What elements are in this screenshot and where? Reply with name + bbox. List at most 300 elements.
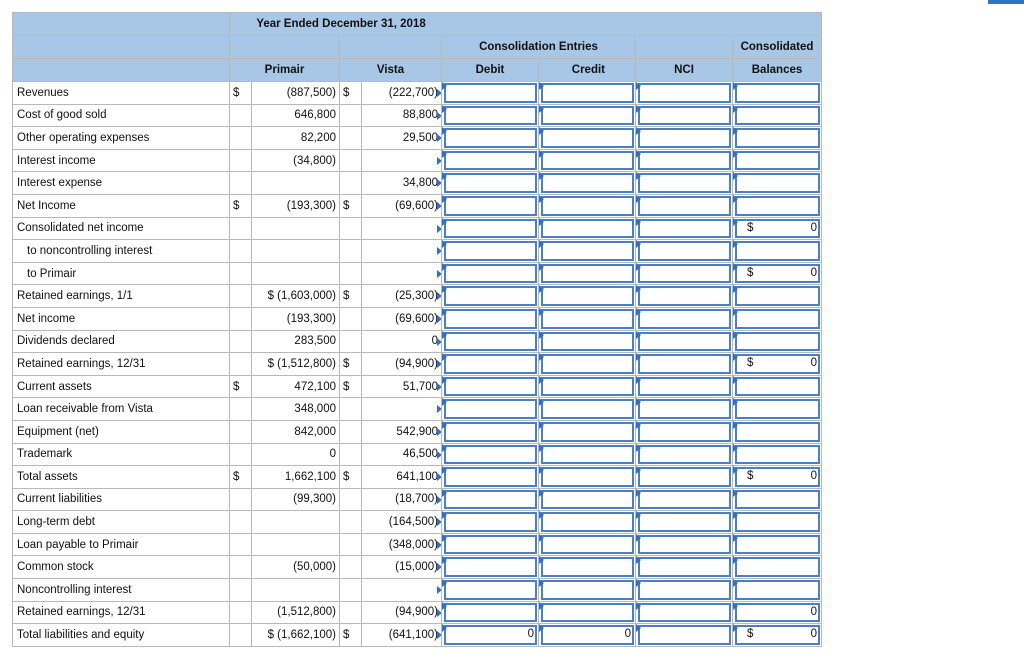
nci-input[interactable] [636, 488, 733, 511]
period-title: Year Ended December 31, 2018 [230, 13, 822, 36]
balance-input-box[interactable] [735, 377, 820, 397]
debit-input[interactable] [442, 149, 539, 172]
primair-value: (193,300) [252, 307, 340, 330]
balance-input[interactable] [733, 240, 822, 263]
balance-input[interactable] [733, 624, 822, 647]
primair-value: (99,300) [252, 488, 340, 511]
debit-input-box[interactable] [444, 445, 537, 465]
debit-input-box[interactable] [444, 286, 537, 306]
credit-input-box[interactable] [541, 603, 634, 623]
credit-input[interactable] [539, 420, 636, 443]
credit-input-box[interactable] [541, 286, 634, 306]
credit-input-box[interactable] [541, 196, 634, 216]
nci-input-box[interactable] [638, 603, 731, 623]
balance-input[interactable] [733, 149, 822, 172]
credit-input[interactable] [539, 240, 636, 263]
cell-marker-icon [733, 285, 738, 293]
balance-input-box[interactable] [735, 173, 820, 193]
nci-input[interactable] [636, 82, 733, 105]
debit-input[interactable] [442, 353, 539, 376]
col-debit: Debit [442, 59, 539, 82]
debit-input-box[interactable] [444, 512, 537, 532]
debit-input-box[interactable] [444, 173, 537, 193]
nci-input[interactable] [636, 353, 733, 376]
debit-input[interactable] [442, 240, 539, 263]
debit-input[interactable] [442, 104, 539, 127]
credit-input[interactable] [539, 104, 636, 127]
nci-input[interactable] [636, 375, 733, 398]
row-label: to noncontrolling interest [13, 240, 230, 263]
balance-input-box[interactable] [735, 196, 820, 216]
credit-input[interactable] [539, 556, 636, 579]
nci-input-box[interactable] [638, 219, 731, 239]
balance-input-box[interactable] [735, 83, 820, 103]
debit-input[interactable] [442, 443, 539, 466]
debit-input-box[interactable] [444, 467, 537, 487]
nci-input[interactable] [636, 172, 733, 195]
balance-input-box[interactable] [735, 128, 820, 148]
credit-input-box[interactable] [541, 557, 634, 577]
vista-value [362, 82, 442, 105]
primair-value: (34,800) [252, 149, 340, 172]
debit-input-box[interactable] [444, 625, 537, 645]
row-label: Retained earnings, 1/1 [13, 285, 230, 308]
debit-input-box[interactable] [444, 309, 537, 329]
nci-input[interactable] [636, 149, 733, 172]
debit-input-box[interactable] [444, 332, 537, 352]
nci-input-box[interactable] [638, 580, 731, 600]
primair-dollar [230, 149, 252, 172]
cell-marker-icon [636, 150, 641, 158]
cell-marker-icon [636, 421, 641, 429]
credit-input-box[interactable] [541, 128, 634, 148]
vista-dollar [340, 240, 362, 263]
col-primair: Primair [230, 59, 340, 82]
primair-dollar [230, 330, 252, 353]
credit-input[interactable] [539, 194, 636, 217]
table-row [13, 624, 822, 647]
nci-input-box[interactable] [638, 354, 731, 374]
debit-input-box[interactable] [444, 264, 537, 284]
balance-input-box[interactable] [735, 557, 820, 577]
credit-input-box[interactable] [541, 625, 634, 645]
credit-input[interactable] [539, 466, 636, 489]
row-label: Retained earnings, 12/31 [13, 353, 230, 376]
credit-input-box[interactable] [541, 151, 634, 171]
debit-input-box[interactable] [444, 557, 537, 577]
credit-input-box[interactable] [541, 106, 634, 126]
vista-dollar [340, 488, 362, 511]
cell-marker-icon [539, 398, 544, 406]
balance-input-box[interactable] [735, 286, 820, 306]
debit-input-box[interactable] [444, 354, 537, 374]
balance-input[interactable] [733, 556, 822, 579]
nci-input-box[interactable] [638, 467, 731, 487]
nci-input[interactable] [636, 624, 733, 647]
credit-input[interactable] [539, 330, 636, 353]
vista-dollar [340, 104, 362, 127]
vista-value [362, 601, 442, 624]
col-credit: Credit [539, 59, 636, 82]
balance-input-box[interactable] [735, 512, 820, 532]
nci-input-box[interactable] [638, 309, 731, 329]
debit-input[interactable] [442, 307, 539, 330]
credit-input-box[interactable] [541, 241, 634, 261]
debit-input[interactable] [442, 466, 539, 489]
credit-input-box[interactable] [541, 445, 634, 465]
balance-input[interactable] [733, 194, 822, 217]
dollar-sign: $ [747, 470, 754, 483]
balance-input[interactable] [733, 375, 822, 398]
cell-marker-icon [442, 127, 447, 135]
balance-input-box[interactable] [735, 422, 820, 442]
balance-input-value: 0 [810, 470, 818, 483]
primair-dollar [230, 353, 252, 376]
cell-marker-icon [733, 150, 738, 158]
cell-marker-icon [442, 444, 447, 452]
vista-value-text: 542,900 [396, 425, 438, 438]
balance-input[interactable] [733, 511, 822, 534]
balance-input[interactable] [733, 466, 822, 489]
cell-marker-icon [442, 376, 447, 384]
credit-input[interactable] [539, 172, 636, 195]
nci-input-box[interactable] [638, 377, 731, 397]
vista-value [362, 398, 442, 421]
balance-input-box[interactable] [735, 490, 820, 510]
balance-input[interactable] [733, 488, 822, 511]
cell-marker-icon [442, 285, 447, 293]
nci-input-box[interactable] [638, 83, 731, 103]
vista-dollar: $ [340, 466, 362, 489]
nci-input-box[interactable] [638, 241, 731, 261]
balance-input-box[interactable] [735, 399, 820, 419]
nci-input[interactable] [636, 601, 733, 624]
debit-input[interactable] [442, 127, 539, 150]
cell-marker-icon [636, 398, 641, 406]
credit-input-box[interactable] [541, 264, 634, 284]
debit-input-box[interactable] [444, 151, 537, 171]
balance-input[interactable] [733, 601, 822, 624]
consolidated-header: Consolidated [733, 36, 822, 59]
vista-dollar [340, 601, 362, 624]
credit-input[interactable] [539, 262, 636, 285]
balance-input[interactable] [733, 579, 822, 602]
cell-marker-icon [733, 602, 738, 610]
credit-input[interactable] [539, 601, 636, 624]
nci-input-box[interactable] [638, 332, 731, 352]
credit-input-box[interactable] [541, 399, 634, 419]
balance-input-box[interactable] [735, 309, 820, 329]
header-row-groups [13, 36, 822, 59]
debit-input[interactable] [442, 579, 539, 602]
balance-input[interactable] [733, 82, 822, 105]
credit-input-box[interactable] [541, 309, 634, 329]
balance-input[interactable] [733, 104, 822, 127]
debit-input-box[interactable] [444, 603, 537, 623]
primair-dollar [230, 511, 252, 534]
credit-input[interactable] [539, 443, 636, 466]
vista-value-text: (15,000) [395, 561, 438, 574]
debit-input-box[interactable] [444, 377, 537, 397]
debit-input[interactable] [442, 624, 539, 647]
balance-input[interactable] [733, 262, 822, 285]
nci-input[interactable] [636, 285, 733, 308]
nci-input-box[interactable] [638, 512, 731, 532]
nci-input-box[interactable] [638, 286, 731, 306]
cell-marker-icon [539, 466, 544, 474]
balance-input-box[interactable] [735, 106, 820, 126]
table-row [13, 127, 822, 150]
cell-marker-icon [636, 263, 641, 271]
nci-input-box[interactable] [638, 128, 731, 148]
vista-value-text: (164,500) [388, 516, 438, 529]
vista-value [362, 262, 442, 285]
cell-marker-icon [539, 263, 544, 271]
credit-input-box[interactable] [541, 535, 634, 555]
vista-dollar [340, 127, 362, 150]
credit-input-box[interactable] [541, 219, 634, 239]
credit-input[interactable] [539, 285, 636, 308]
table-row [13, 488, 822, 511]
table-row [13, 556, 822, 579]
balance-input-box[interactable] [735, 603, 820, 623]
credit-input[interactable] [539, 353, 636, 376]
vista-value-text: (69,600) [395, 312, 438, 325]
cell-marker-icon [733, 331, 738, 339]
nci-input[interactable] [636, 420, 733, 443]
nci-input[interactable] [636, 579, 733, 602]
credit-input[interactable] [539, 82, 636, 105]
credit-input-box[interactable] [541, 422, 634, 442]
debit-input[interactable] [442, 262, 539, 285]
cell-marker-icon [539, 624, 544, 632]
row-label: Loan payable to Primair [13, 533, 230, 556]
debit-input-box[interactable] [444, 128, 537, 148]
vista-dollar [340, 398, 362, 421]
balance-input-box[interactable] [735, 445, 820, 465]
credit-input[interactable] [539, 307, 636, 330]
table-row [13, 149, 822, 172]
credit-input-box[interactable] [541, 467, 634, 487]
credit-input[interactable] [539, 398, 636, 421]
debit-input-box[interactable] [444, 399, 537, 419]
cell-marker-icon [733, 308, 738, 316]
debit-input-box[interactable] [444, 490, 537, 510]
credit-input[interactable] [539, 149, 636, 172]
vista-value [362, 488, 442, 511]
credit-input-box[interactable] [541, 512, 634, 532]
debit-input[interactable] [442, 172, 539, 195]
credit-input-box[interactable] [541, 580, 634, 600]
nci-input[interactable] [636, 466, 733, 489]
credit-input[interactable] [539, 511, 636, 534]
balance-input[interactable] [733, 307, 822, 330]
balance-input[interactable] [733, 285, 822, 308]
debit-input[interactable] [442, 82, 539, 105]
credit-input-box[interactable] [541, 83, 634, 103]
nci-input-box[interactable] [638, 399, 731, 419]
balance-input-box[interactable] [735, 151, 820, 171]
cell-marker-icon [539, 218, 544, 226]
cell-marker-icon [636, 127, 641, 135]
primair-value: $ (1,603,000) [252, 285, 340, 308]
cell-marker-icon [539, 82, 544, 90]
nci-input-box[interactable] [638, 196, 731, 216]
credit-input[interactable] [539, 375, 636, 398]
vista-value [362, 466, 442, 489]
nci-input[interactable] [636, 307, 733, 330]
debit-input[interactable] [442, 217, 539, 240]
vista-dollar: $ [340, 285, 362, 308]
row-label: Common stock [13, 556, 230, 579]
cell-marker-icon [442, 602, 447, 610]
row-label: Noncontrolling interest [13, 579, 230, 602]
credit-input-value: 0 [624, 628, 631, 641]
cell-marker-icon [733, 534, 738, 542]
row-label: Total liabilities and equity [13, 624, 230, 647]
balance-input[interactable] [733, 353, 822, 376]
credit-input[interactable] [539, 217, 636, 240]
debit-input-box[interactable] [444, 535, 537, 555]
balance-input[interactable] [733, 330, 822, 353]
debit-input-box[interactable] [444, 83, 537, 103]
credit-input[interactable] [539, 579, 636, 602]
primair-dollar [230, 488, 252, 511]
table-row [13, 601, 822, 624]
header-row-period [13, 13, 822, 36]
cell-marker-icon [733, 489, 738, 497]
cell-marker-icon [636, 105, 641, 113]
balance-input[interactable] [733, 420, 822, 443]
balance-input-box[interactable] [735, 241, 820, 261]
balance-input-box[interactable] [735, 580, 820, 600]
balance-input-box[interactable] [735, 332, 820, 352]
debit-input[interactable] [442, 330, 539, 353]
vista-value-text: 29,500 [402, 131, 438, 144]
vista-value [362, 556, 442, 579]
credit-input-box[interactable] [541, 173, 634, 193]
debit-input[interactable] [442, 285, 539, 308]
nci-input-box[interactable] [638, 422, 731, 442]
worksheet-body [13, 82, 822, 647]
balance-input[interactable] [733, 443, 822, 466]
balance-input[interactable] [733, 172, 822, 195]
vista-value [362, 511, 442, 534]
cell-marker-icon [539, 376, 544, 384]
dollar-sign: $ [747, 357, 754, 370]
cell-marker-icon [733, 511, 738, 519]
balance-input[interactable] [733, 533, 822, 556]
credit-input[interactable] [539, 488, 636, 511]
nci-input-box[interactable] [638, 106, 731, 126]
vista-dollar: $ [340, 375, 362, 398]
col-balances: Balances [733, 59, 822, 82]
vista-value-text: (18,700) [395, 493, 438, 506]
nci-input[interactable] [636, 217, 733, 240]
nci-input[interactable] [636, 511, 733, 534]
nci-input-box[interactable] [638, 264, 731, 284]
nci-input-box[interactable] [638, 490, 731, 510]
balance-input[interactable] [733, 217, 822, 240]
debit-input[interactable] [442, 533, 539, 556]
debit-input-box[interactable] [444, 106, 537, 126]
nci-input[interactable] [636, 443, 733, 466]
debit-input-box[interactable] [444, 422, 537, 442]
nci-input-box[interactable] [638, 535, 731, 555]
balance-input[interactable] [733, 127, 822, 150]
nci-input[interactable] [636, 556, 733, 579]
nci-input-box[interactable] [638, 625, 731, 645]
credit-input-box[interactable] [541, 332, 634, 352]
vista-dollar [340, 217, 362, 240]
debit-input-box[interactable] [444, 580, 537, 600]
debit-input[interactable] [442, 420, 539, 443]
top-accent-bar [988, 0, 1024, 4]
cell-marker-icon [442, 353, 447, 361]
credit-input[interactable] [539, 127, 636, 150]
nci-input[interactable] [636, 533, 733, 556]
nci-input[interactable] [636, 240, 733, 263]
debit-input[interactable] [442, 601, 539, 624]
debit-input[interactable] [442, 511, 539, 534]
vista-value [362, 353, 442, 376]
nci-input-box[interactable] [638, 173, 731, 193]
primair-dollar [230, 443, 252, 466]
cell-marker-icon [636, 353, 641, 361]
cell-marker-icon [733, 105, 738, 113]
credit-input-box[interactable] [541, 354, 634, 374]
debit-input[interactable] [442, 375, 539, 398]
balance-input-value: 0 [810, 357, 818, 370]
consolidation-entries-header: Consolidation Entries [442, 36, 636, 59]
nci-input[interactable] [636, 330, 733, 353]
cell-marker-icon [539, 489, 544, 497]
table-row [13, 533, 822, 556]
row-label: Loan receivable from Vista [13, 398, 230, 421]
debit-input[interactable] [442, 398, 539, 421]
credit-input[interactable] [539, 533, 636, 556]
cell-marker-icon [733, 218, 738, 226]
row-label: to Primair [13, 262, 230, 285]
cell-marker-icon [733, 353, 738, 361]
debit-input[interactable] [442, 556, 539, 579]
nci-input-box[interactable] [638, 557, 731, 577]
table-row [13, 104, 822, 127]
nci-input[interactable] [636, 262, 733, 285]
debit-input-box[interactable] [444, 196, 537, 216]
worksheet-table [12, 12, 822, 647]
cell-marker-icon [442, 421, 447, 429]
credit-input-box[interactable] [541, 490, 634, 510]
debit-input[interactable] [442, 488, 539, 511]
credit-input-box[interactable] [541, 377, 634, 397]
nci-input[interactable] [636, 194, 733, 217]
nci-input[interactable] [636, 398, 733, 421]
balance-input-box[interactable] [735, 535, 820, 555]
nci-input[interactable] [636, 127, 733, 150]
balance-input-value: 0 [810, 266, 818, 279]
balance-input[interactable] [733, 398, 822, 421]
nci-input-box[interactable] [638, 445, 731, 465]
debit-input-box[interactable] [444, 241, 537, 261]
cell-marker-icon [442, 82, 447, 90]
nci-input[interactable] [636, 104, 733, 127]
cell-marker-icon [539, 331, 544, 339]
debit-input[interactable] [442, 194, 539, 217]
debit-input-box[interactable] [444, 219, 537, 239]
credit-input[interactable] [539, 624, 636, 647]
nci-input-box[interactable] [638, 151, 731, 171]
